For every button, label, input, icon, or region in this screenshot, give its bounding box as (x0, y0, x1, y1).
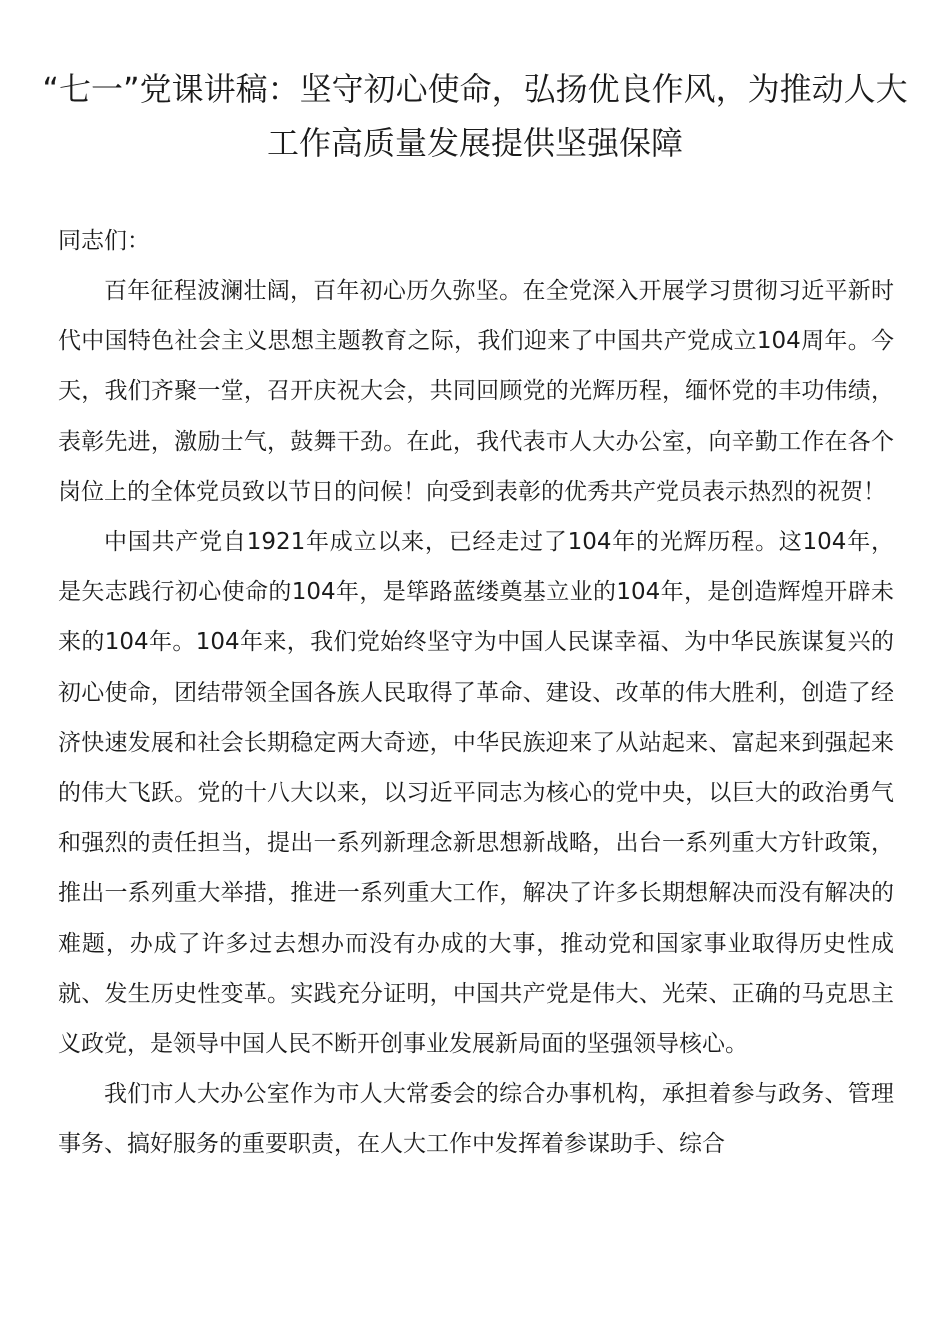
document-body (58, 216, 894, 1170)
document-title: “七一”党课讲稿：坚守初心使命，弘扬优良作风，为推动人大工作高质量发展提供坚强保障 (42, 70, 908, 162)
paragraph-2: 中国共产党自1921年成立以来，已经走过了104年的光辉历程。这104年，是矢志践行初心使命的104年，是筚路蓝缕奠基立业的104年，是创造辉煌开辟未来的104年。104年来，我们党始终坚守为中国人民谋幸福、为中华民族谋复兴的初心使命，团结带领全国各族人民取得了革命、建设、改革的伟大胜利，创造了经济快速发展和社会长期稳定两大奇迹，中华民族迎来了从站起来、富起来到强起来的伟大飞跃。党的十八大以来，以习近平同志为核心的党中央，以巨大的政治勇气和强烈的责任担当，提出一系列新理念新思想新战略，出台一系列重大方针政策，推出一系列重大举措，推进一系列重大工作，解决了许多长期想解决而没有解决的难题，办成了许多过去想办而没有办成的大事，推动党和国家事业取得历史性成就、发生历史性变革。实践充分证明，中国共产党是伟大、光荣、正确的马克思主义政党，是领导中国人民不断开创事业发展新局面的坚强领导核心。 (58, 529, 894, 1058)
paragraph-3: 我们市人大办公室作为市人大常委会的综合办事机构，承担着参与政务、管理事务、搞好服务的重要职责，在人大工作中发挥着参谋助手、综合 (58, 1081, 894, 1158)
paragraph-1: 百年征程波澜壮阔，百年初心历久弥坚。在全党深入开展学习贯彻习近平新时代中国特色社会主义思想主题教育之际，我们迎来了中国共产党成立104周年。今天，我们齐聚一堂，召开庆祝大会，共同回顾党的光辉历程，缅怀党的丰功伟绩，表彰先进，激励士气，鼓舞干劲。在此，我代表市人大办公室，向辛勤工作在各个岗位上的全体党员致以节日的问候！向受到表彰的优秀共产党员表示热烈的祝贺！ (58, 278, 894, 505)
salutation: 同志们： (58, 228, 150, 254)
